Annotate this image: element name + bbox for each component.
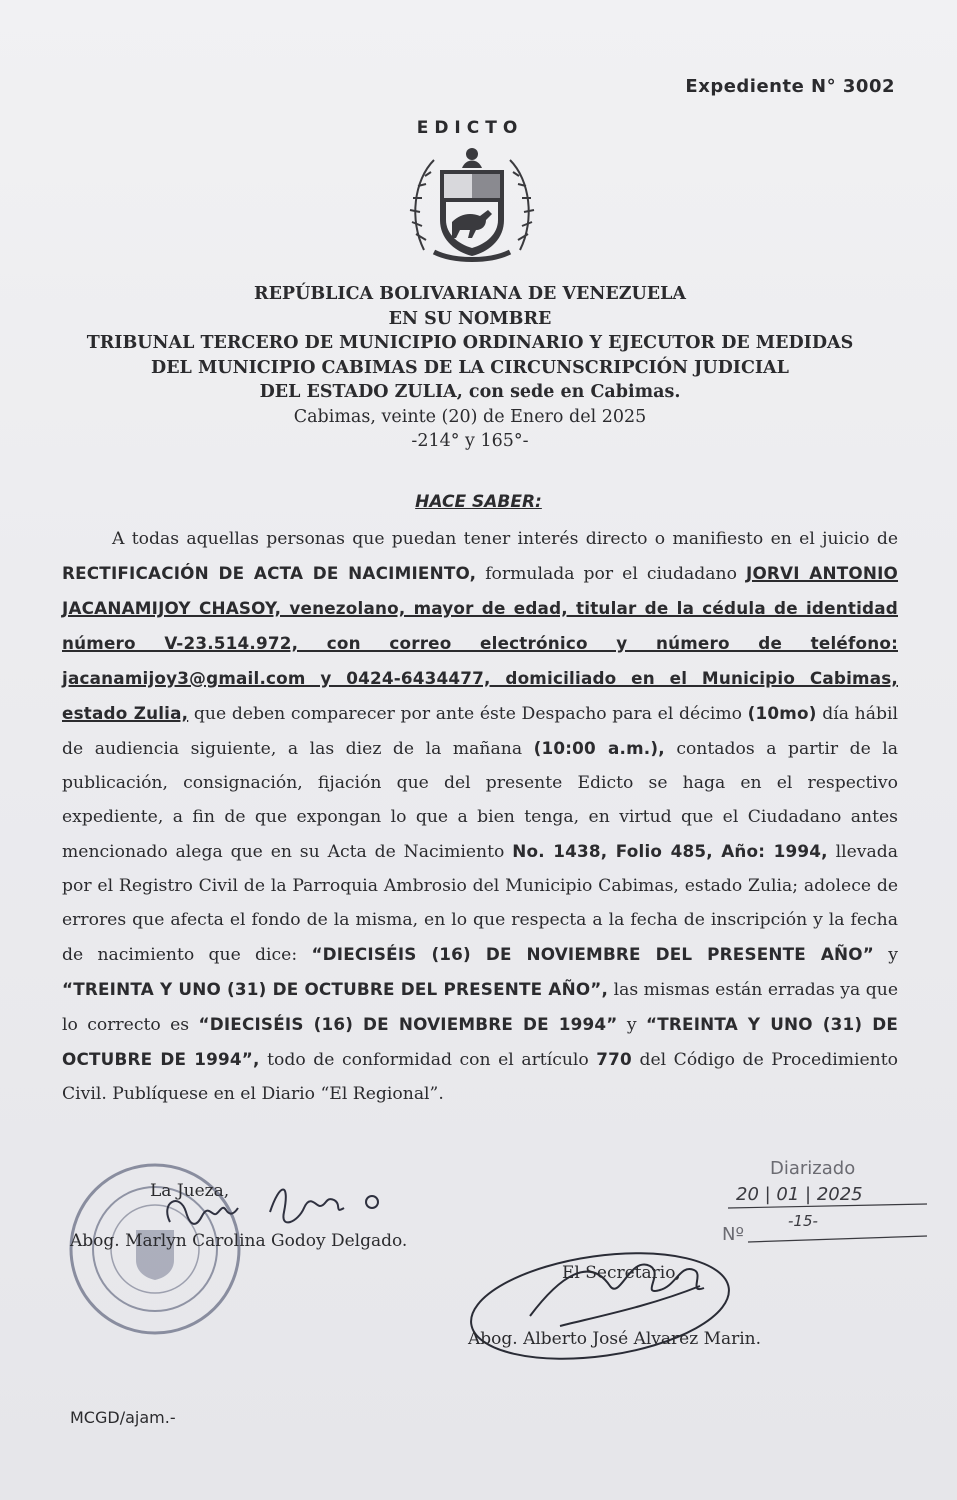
heading-republic: REPÚBLICA BOLIVARIANA DE VENEZUELA [254,284,686,304]
diarizado-number-label: Nº [722,1224,744,1245]
secretary-name: Abog. Alberto José Alvarez Marin. [468,1329,762,1349]
diarizado-stamp [722,1150,932,1250]
petitioner-details: JORVI ANTONIO JACANAMIJOY CHASOY, venezolano, mayor de edad, titular de la cédula de identidad número V-23.514.972, con correo electrónico y número de teléfono: jacanamijoy3@gmail.com y 0424-6434477, domiciliado en el Municipio Cabimas, estado Zulia, [62,563,899,723]
heading-years: -214° y 165°- [411,431,529,451]
heading-municipality: DEL MUNICIPIO CABIMAS DE LA CIRCUNSCRIPCIÓN JUDICIAL [151,357,789,378]
secretary-title: El Secretario, [562,1263,681,1283]
heading-state: DEL ESTADO ZULIA, con sede en Cabimas. [259,382,681,402]
judge-signature-block [70,1166,407,1266]
coat-of-arms-icon [404,140,540,268]
diarizado-lines-icon [722,1150,932,1250]
case-number: Expediente N° 3002 [685,76,895,97]
hace-saber-heading: HACE SABER: [415,492,542,512]
secretary-signature-block [468,1240,761,1372]
heading-in-name: EN SU NOMBRE [388,308,552,329]
document-title: EDICTO [416,118,524,138]
judge-name: Abog. Marlyn Carolina Godoy Delgado. [70,1231,408,1251]
document-reference: MCGD/ajam.- [70,1408,176,1427]
diarizado-date: 20 | 01 | 2025 [736,1184,863,1205]
edict-paragraph: A todas aquellas personas que puedan tener interés directo o manifiesto en el juicio de RECTIFICACIÓN DE ACTA DE NACIMIENTO, formulada por el ciudadano JORVI ANTONIO JACANAMIJOY CHASOY, venezolano, mayor de edad, titular de la cédula de identidad número V-23.514.972, con correo electrónico y número de teléfono: jacanamijoy3@gmail.com y 0424-6434477, domiciliado en el Municipio Cabimas, estado Zulia, que deben comparecer por ante éste Despacho para el décimo (10mo) día hábil de audiencia siguiente, a las diez de la mañana (10:00 a.m.), contados a partir de la publicación, consignación, fijación que del presente Edicto se haga en el respectivo expediente, a fin de que expongan lo que a bien tenga, en virtud que el Ciudadano antes mencionado alega que en su Acta de Nacimiento No. 1438, Folio 485, Año: 1994, llevada por el Registro Civil de la Parroquia Ambrosio del Municipio Cabimas, estado Zulia; adolece de errores que afecta el fondo de la misma, en lo que respecta a la fecha de inscripción y la fecha de nacimiento que dice: “DIECISÉIS (16) DE NOVIEMBRE DEL PRESENTE AÑO” y “TREINTA Y UNO (31) DE OCTUBRE DEL PRESENTE AÑO”, las mismas están erradas ya que lo correcto es “DIECISÉIS (16) DE NOVIEMBRE DE 1994” y “TREINTA Y UNO (31) DE OCTUBRE DE 1994”, todo de conformidad con el artículo 770 del Código de Procedimiento Civil. Publíquese en el Diario “El Regional”. [62,529,899,1104]
diarizado-number: -15- [788,1212,818,1230]
heading-date: Cabimas, veinte (20) de Enero del 2025 [293,406,647,427]
edict-body [62,522,898,1111]
heading-tribunal: TRIBUNAL TERCERO DE MUNICIPIO ORDINARIO Y EJECUTOR DE MEDIDAS [86,333,854,353]
judge-title: La Jueza, [150,1181,230,1201]
diarizado-label: Diarizado [770,1158,856,1179]
court-heading [20,282,920,454]
